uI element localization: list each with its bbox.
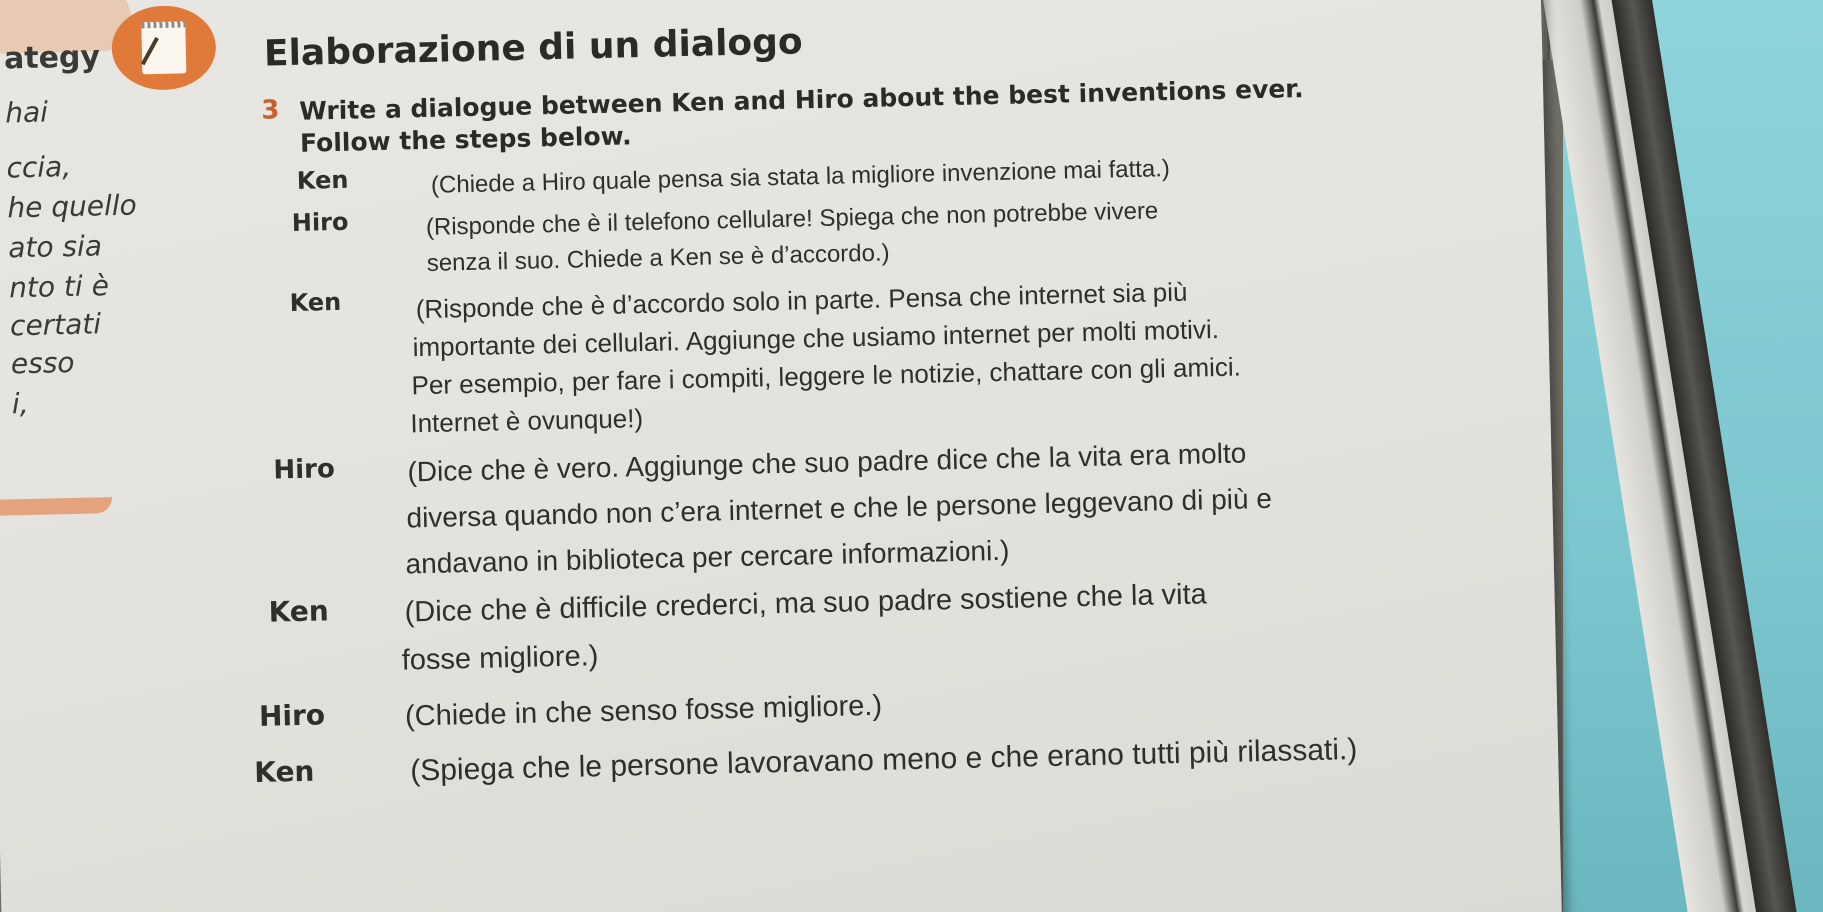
pencil-notepad-icon (111, 5, 217, 91)
dialogue-line: (Chiede in che senso fosse migliore.) (404, 689, 883, 733)
dialogue-line: diversa quando non c’era internet e che le persone leggevano di più e (406, 482, 1273, 534)
exercise-number: 3 (260, 95, 280, 126)
dialogue-line: (Spiega che le persone lavoravano meno e che erano tutti più rilassati.) (409, 732, 1358, 788)
decorative-curve (0, 497, 112, 516)
dialogue-line: fosse migliore.) (401, 640, 599, 677)
dialogue-line: (Dice che è vero. Aggiunge che suo padre dice che la vita era molto (407, 437, 1247, 488)
margin-fragment: ategy (3, 39, 101, 77)
dialogue-line: (Risponde che è d’accordo solo in parte. Pensa che internet sia più (415, 276, 1188, 325)
exercise-instruction: Write a dialogue between Ken and Hiro about the best inventions ever. (298, 74, 1304, 126)
margin-fragment: esso (10, 345, 75, 381)
speaker-label: Ken (253, 754, 315, 789)
speaker-label: Ken (296, 165, 349, 195)
speaker-label: Ken (289, 287, 342, 318)
speaker-label: Hiro (291, 207, 349, 237)
margin-fragment: he quello (7, 188, 138, 225)
dialogue-line: (Dice che è difficile crederci, ma suo padre sostiene che la vita (404, 578, 1208, 629)
margin-fragment: nto ti è (8, 269, 110, 305)
margin-fragment: certati (9, 307, 102, 343)
exercise-instruction-followup: Follow the steps below. (299, 121, 632, 158)
speaker-label: Hiro (258, 698, 326, 733)
dialogue-line: (Risponde che è il telefono cellulare! Spiega che non potrebbe vivere (425, 197, 1159, 241)
page-title: Elaborazione di un dialogo (263, 21, 804, 75)
dialogue-line: andavano in biblioteca per cercare informazioni.) (405, 534, 1010, 580)
margin-fragment: ccia, (6, 149, 72, 185)
dialogue-line: senza il suo. Chiede a Ken se è d’accordo.) (426, 239, 890, 277)
dialogue-line: (Chiede a Hiro quale pensa sia stata la migliore invenzione mai fatta.) (430, 155, 1171, 199)
margin-fragment: hai (4, 95, 49, 130)
dialogue-line: Per esempio, per fare i compiti, leggere le notizie, chattare con gli amici. (411, 351, 1242, 401)
dialogue-line: importante dei cellulari. Aggiunge che usiamo internet per molti motivi. (412, 313, 1220, 363)
margin-fragment: ato sia (7, 229, 103, 265)
margin-fragment: i, (11, 387, 29, 421)
speaker-label: Hiro (273, 454, 336, 486)
speaker-label: Ken (268, 594, 330, 629)
dialogue-line: Internet è ovunque!) (410, 403, 644, 439)
